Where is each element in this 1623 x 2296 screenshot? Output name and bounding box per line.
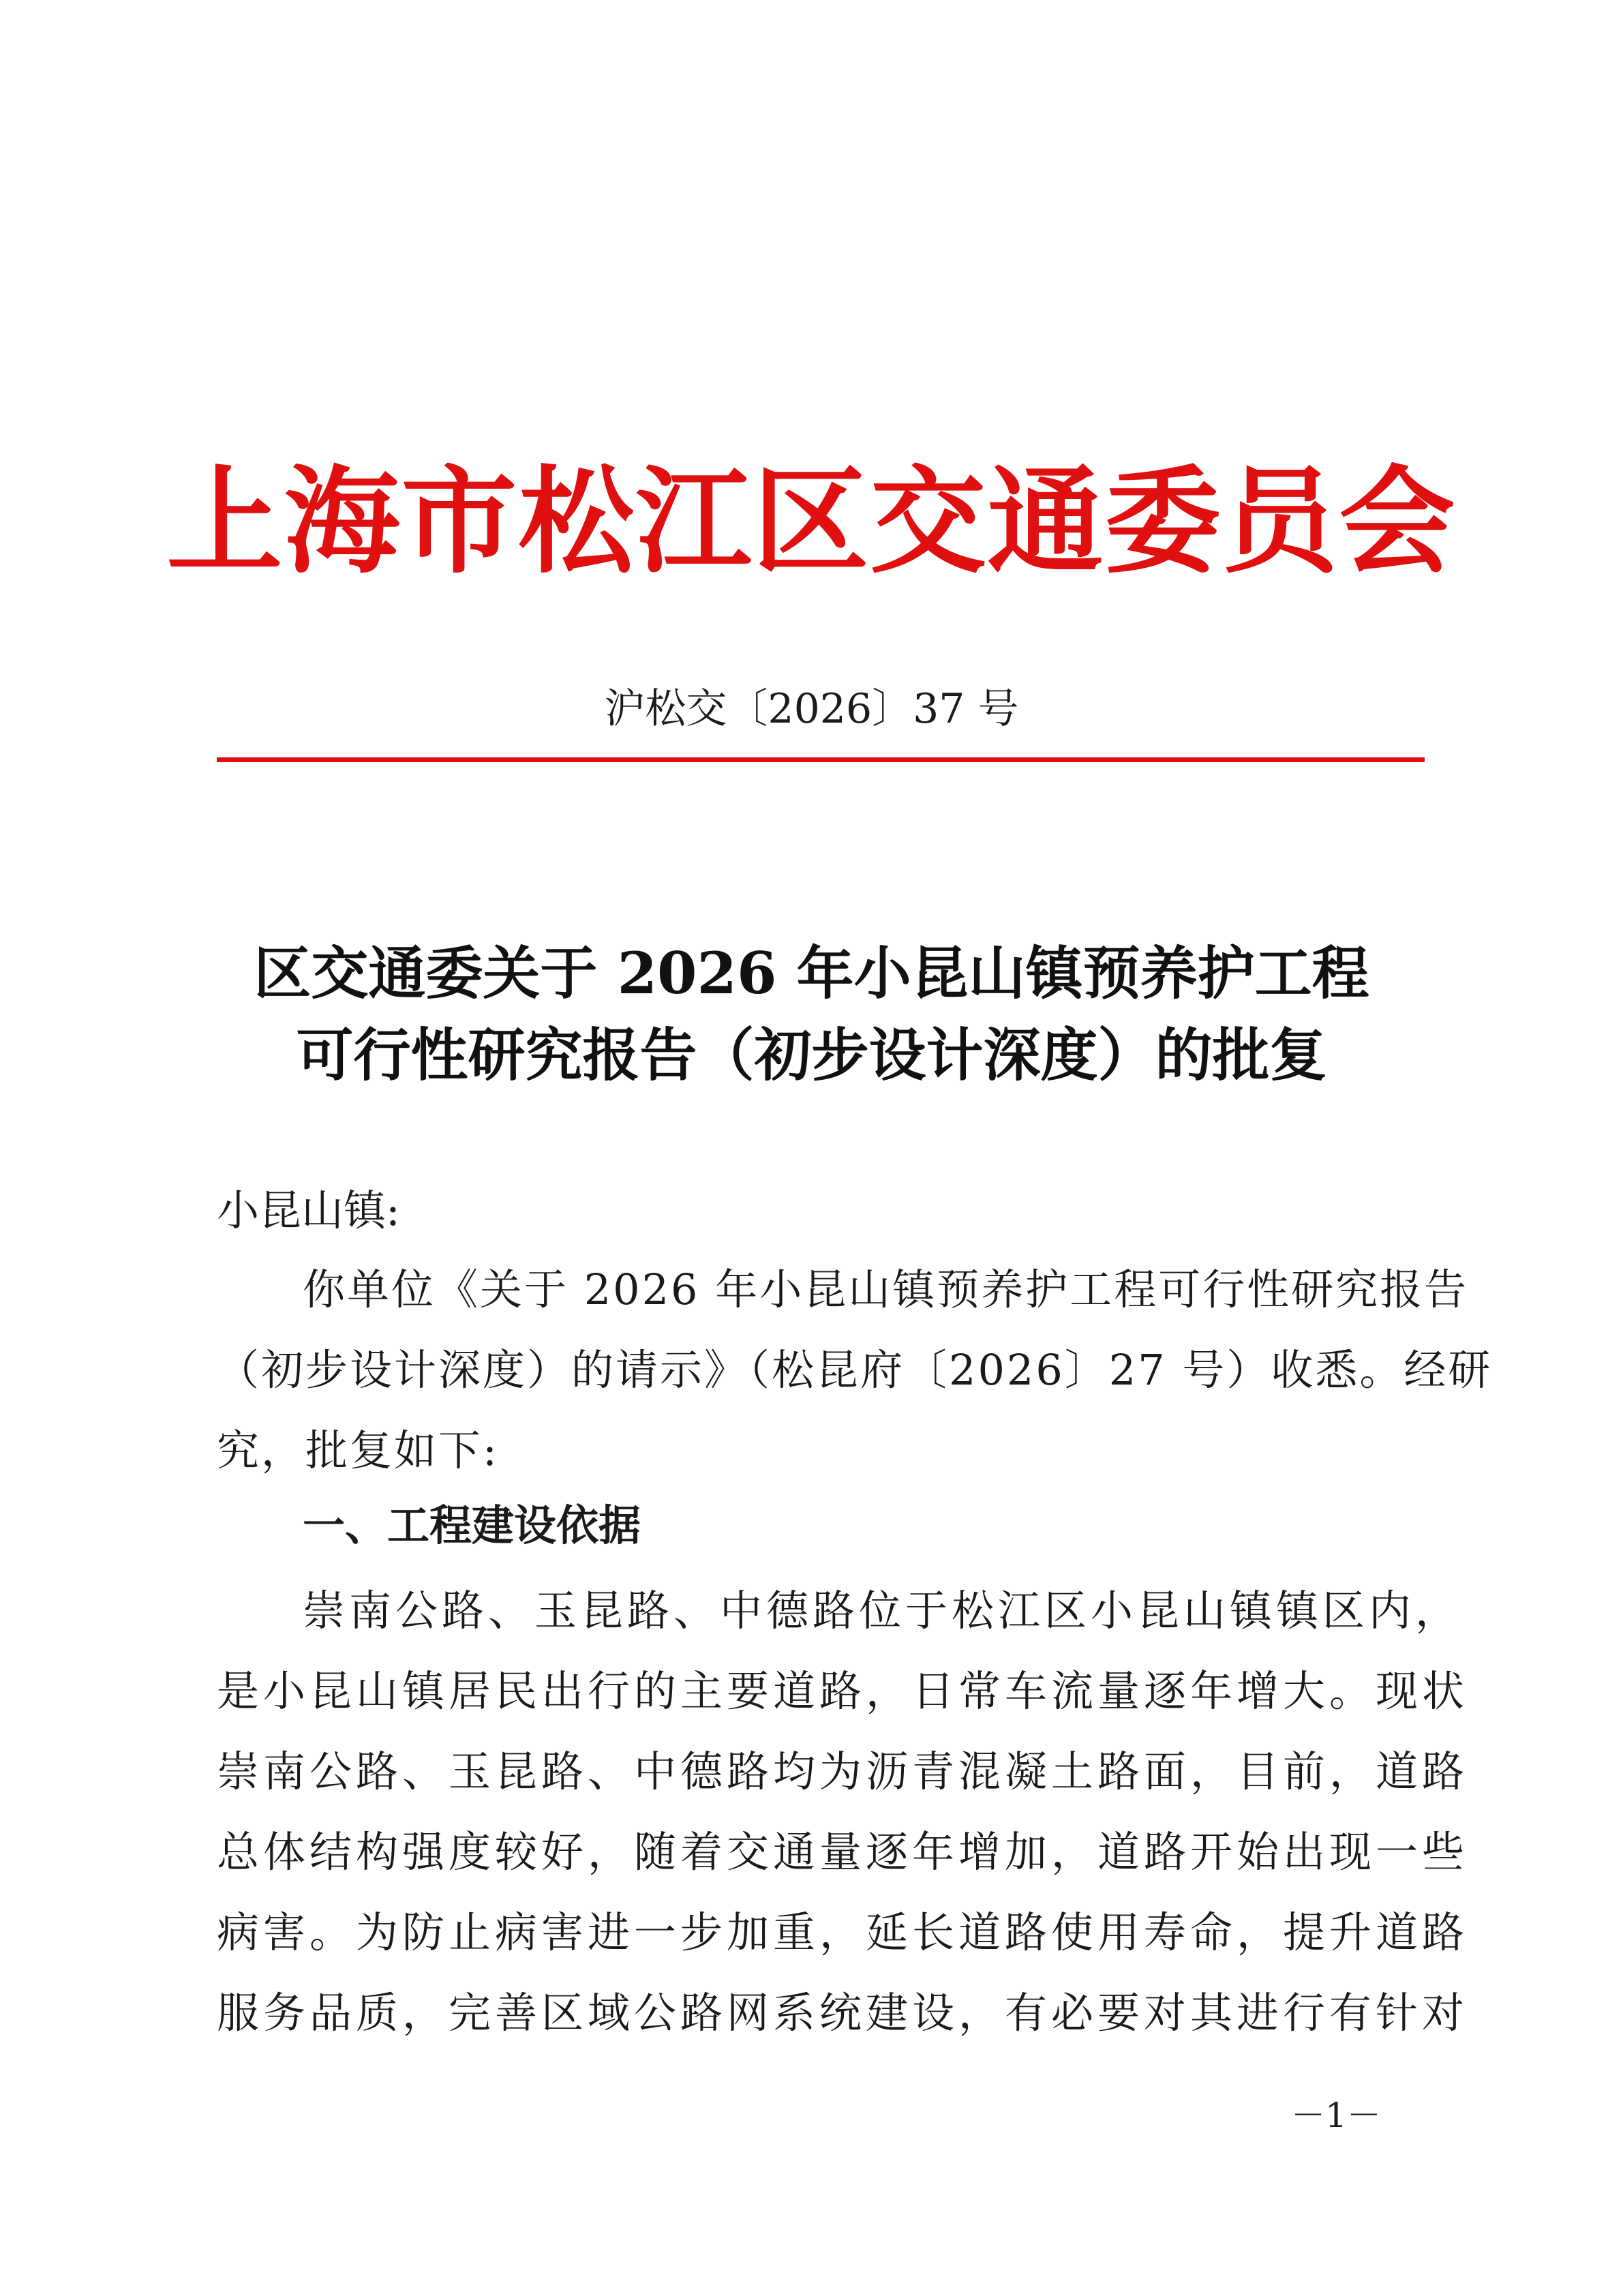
intro-paragraph [217, 1250, 1493, 1491]
section-1-line-2: 是小昆山镇居民出行的主要道路，日常车流量逐年增大。现状 [217, 1666, 1469, 1716]
document-number: 沪松交〔2026〕37 号 [604, 685, 1019, 733]
red-divider-line [217, 757, 1425, 762]
title-line-2: 可行性研究报告（初步设计深度）的批复 [296, 1021, 1327, 1089]
intro-line-3: 究，批复如下: [217, 1425, 499, 1475]
section-1-line-6: 服务品质，完善区域公路网系统建设，有必要对其进行有针对 [217, 1988, 1469, 2038]
page-number: －1－ [1291, 2096, 1381, 2135]
org-header: 上海市松江区交通委员会 [166, 453, 1457, 590]
section-1-line-4: 总体结构强度较好，随着交通量逐年增加，道路开始出现一些 [217, 1827, 1469, 1877]
section-1-paragraph [217, 1571, 1469, 2053]
document-title [0, 933, 1623, 1096]
section-1-line-3: 崇南公路、玉昆路、中德路均为沥青混凝土路面，目前，道路 [217, 1747, 1469, 1796]
title-line-1: 区交通委关于 2026 年小昆山镇预养护工程 [254, 939, 1369, 1007]
section-1-heading: 一、工程建设依据 [303, 1500, 641, 1550]
section-1-line-5: 病害。为防止病害进一步加重，延长道路使用寿命，提升道路 [217, 1907, 1469, 1957]
intro-line-1: 你单位《关于 2026 年小昆山镇预养护工程可行性研究报告 [303, 1265, 1469, 1314]
addressee: 小昆山镇: [217, 1185, 400, 1235]
intro-line-2: （初步设计深度）的请示》（松昆府〔2026〕27 号）收悉。经研 [217, 1345, 1493, 1395]
section-1-line-1: 崇南公路、玉昆路、中德路位于松江区小昆山镇镇区内， [303, 1586, 1462, 1635]
